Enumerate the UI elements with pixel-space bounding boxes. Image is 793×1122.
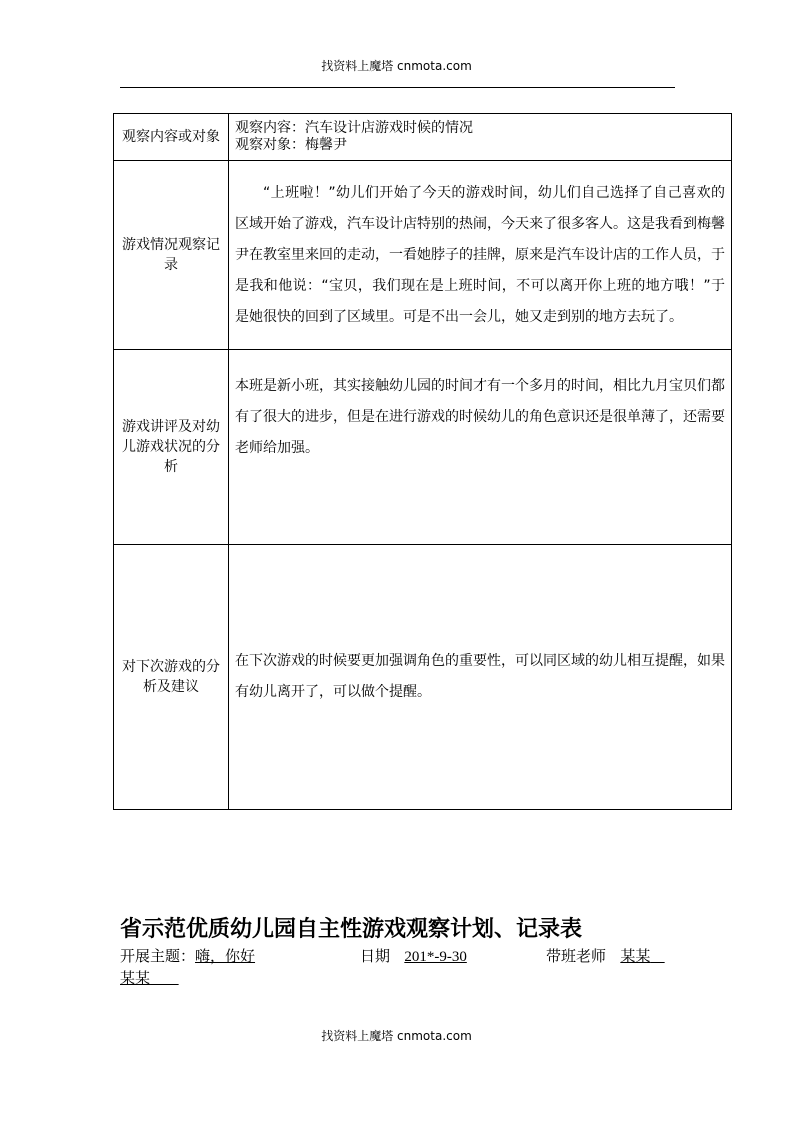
observation-target-cell: [229, 114, 732, 161]
header-divider: [120, 87, 675, 88]
date-value: 201*-9-30: [404, 949, 467, 965]
play-review-cell: [229, 350, 732, 545]
play-record-cell: [229, 161, 732, 350]
date-label: 日期: [360, 947, 391, 965]
table-row: [114, 350, 732, 545]
page-footer: 找资料上魔塔 cnmota.com: [321, 1029, 472, 1043]
table-row: [114, 545, 732, 810]
observation-table: [113, 113, 732, 810]
table-row: [114, 114, 732, 161]
observation-content-line: 观察内容：汽车设计店游戏时候的情况: [235, 120, 473, 136]
observation-subject-line: 观察对象：梅馨尹: [235, 137, 347, 153]
table-row: [114, 161, 732, 350]
row-label-play-record: 游戏情况观察记录: [114, 161, 229, 350]
teacher-value-continued: 某某: [120, 969, 151, 987]
teacher-field: [546, 946, 665, 966]
row-label-play-review: 游戏讲评及对幼儿游戏状况的分析: [114, 350, 229, 545]
theme-value: 嗨，你好: [195, 947, 256, 965]
next-suggestion-text: 在下次游戏的时候要更加强调角色的重要性，可以同区域的幼儿相互提醒，如果有幼儿离开了，可以做个提醒。: [235, 653, 725, 700]
page-header: 找资料上魔塔 cnmota.com: [321, 59, 472, 73]
row-label-next-suggestion: 对下次游戏的分析及建议: [114, 545, 229, 810]
document-title: 省示范优质幼儿园自主性游戏观察计划、记录表: [120, 916, 583, 942]
teacher-value: 某某: [620, 947, 651, 965]
date-field: [360, 946, 467, 967]
theme-label: 开展主题：: [120, 947, 196, 965]
row-label-observation-target: 观察内容或对象: [114, 114, 229, 161]
teacher-field-continued: [120, 968, 179, 988]
play-review-text: 本班是新小班，其实接触幼儿园的时间才有一个多月的时间，相比九月宝贝们都有了很大的进步，但是在进行游戏的时候幼儿的角色意识还是很单薄了，还需要老师给加强。: [235, 378, 725, 456]
next-suggestion-cell: [229, 545, 732, 810]
play-record-text: “上班啦！”幼儿们开始了今天的游戏时间，幼儿们自己选择了自己喜欢的区域开始了游戏，汽车设计店特别的热闹，今天来了很多客人。这是我看到梅馨尹在教室里来回的走动，一看她脖子的挂牌，原来是汽车设计店的工作人员，于是我和他说：“宝贝，我们现在是上班时间，不可以离开你上班的地方哦！”于是她很快的回到了区域里。可是不出一会儿，她又走到别的地方去玩了。: [235, 184, 725, 325]
theme-field: [120, 946, 255, 966]
teacher-label: 带班老师: [546, 947, 607, 965]
